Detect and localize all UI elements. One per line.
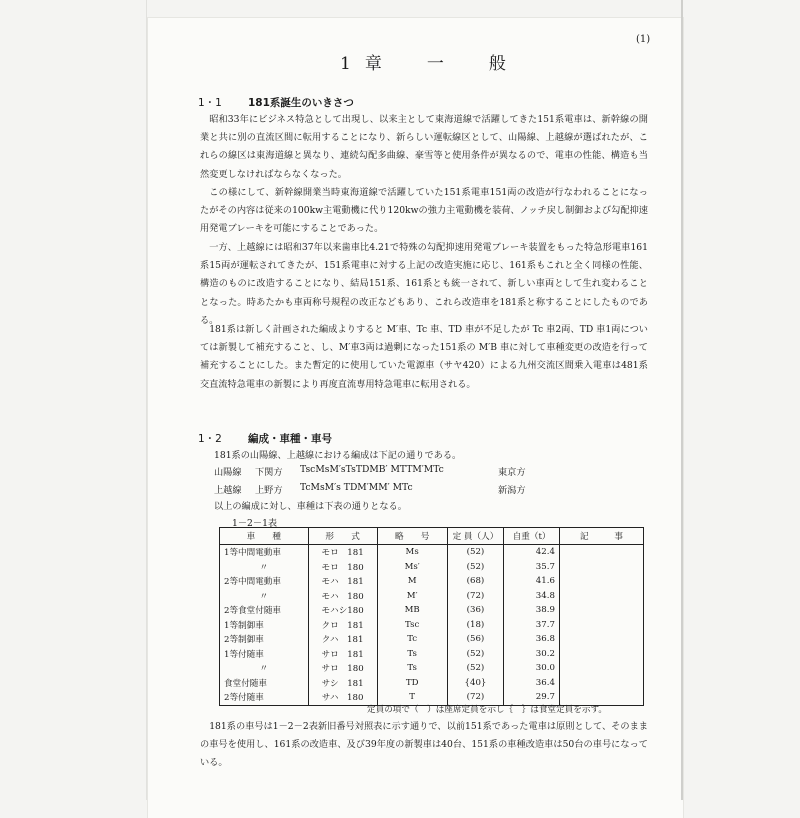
paragraph-2: この様にして、新幹線開業当時東海道線で活躍していた151系電車151両の改造が行なわれることになったがその内容は従来の100kw主電動機に代り120kwの強力主電動機を装荷、ノッチ戻し制御および勾配抑速用発電ブレーキを可能にすることであった。 bbox=[200, 187, 648, 235]
abbr-cell: Ms′ bbox=[377, 560, 447, 575]
model-cell: サロ 181 bbox=[308, 647, 377, 662]
section-heading-1-2 bbox=[198, 431, 332, 446]
abbr-cell: Ts bbox=[377, 647, 447, 662]
col-header: 形 式 bbox=[308, 528, 377, 545]
formation-to: 新潟方 bbox=[498, 485, 526, 496]
section-number: 1・2 bbox=[198, 433, 222, 445]
capacity-cell: (36) bbox=[447, 603, 504, 618]
table-row bbox=[220, 618, 644, 633]
abbr-cell: Ts bbox=[377, 661, 447, 676]
weight-cell: 41.6 bbox=[504, 574, 560, 589]
formation-cars: TscMsM′sTsTDMB′ MTTM′MTc bbox=[300, 464, 444, 475]
weight-cell: 30.0 bbox=[504, 661, 560, 676]
car-type-cell: 〃 bbox=[220, 560, 309, 575]
table-row bbox=[220, 661, 644, 676]
abbr-cell: MB bbox=[377, 603, 447, 618]
model-cell: モロ 181 bbox=[308, 545, 377, 560]
car-type-cell: 〃 bbox=[220, 661, 309, 676]
remarks-cell bbox=[559, 545, 643, 560]
model-cell: サシ 181 bbox=[308, 676, 377, 691]
car-type-cell: 2等中間電動車 bbox=[220, 574, 309, 589]
capacity-cell: (18) bbox=[447, 618, 504, 633]
capacity-cell: (52) bbox=[447, 560, 504, 575]
formation-cars: TcMsM′s TDM′MM′ MTc bbox=[300, 482, 413, 493]
model-cell: モロ 180 bbox=[308, 560, 377, 575]
weight-cell: 38.9 bbox=[504, 603, 560, 618]
weight-cell: 35.7 bbox=[504, 560, 560, 575]
capacity-cell: (52) bbox=[447, 647, 504, 662]
table-row bbox=[220, 603, 644, 618]
table-note: 定員の項で（ ）は座席定員を示し｛ ｝は食堂定員を示す。 bbox=[367, 705, 607, 715]
table-header-row bbox=[220, 528, 644, 545]
formation-line-name: 山陽線 bbox=[214, 467, 242, 478]
model-cell: モハ 180 bbox=[308, 589, 377, 604]
car-type-cell: 2等食堂付随車 bbox=[220, 603, 309, 618]
abbr-cell: M′ bbox=[377, 589, 447, 604]
col-header: 車 種 bbox=[220, 528, 309, 545]
page-edge-right bbox=[681, 0, 683, 800]
car-type-cell: 2等付随車 bbox=[220, 690, 309, 705]
abbr-cell: Ms bbox=[377, 545, 447, 560]
table-label: 1－2－1表 bbox=[232, 518, 278, 529]
car-type-cell: 〃 bbox=[220, 589, 309, 604]
remarks-cell bbox=[559, 603, 643, 618]
abbr-cell: TD bbox=[377, 676, 447, 691]
car-type-cell: 1等中間電動車 bbox=[220, 545, 309, 560]
capacity-cell: (68) bbox=[447, 574, 504, 589]
section-title: 編成・車種・車号 bbox=[248, 433, 332, 445]
car-type-cell: 2等制御車 bbox=[220, 632, 309, 647]
capacity-cell: (72) bbox=[447, 589, 504, 604]
model-cell: クロ 181 bbox=[308, 618, 377, 633]
remarks-cell bbox=[559, 647, 643, 662]
capacity-cell: (52) bbox=[447, 661, 504, 676]
capacity-cell: (72) bbox=[447, 690, 504, 705]
paragraph-3: 一方、上越線には昭和37年以来歯車比4.21で特殊の勾配抑速用発電ブレーキ装置をもった特急形電車161系15両が運転されてきたが、151系電車に対する上記の改造実施に応じ、161系もこれと全く同様の性能、構造のものに改造することになり、結局151系、161系とも統一されて、新しい車両として生れ変わることとなった。時あたかも車両称号規程の改正などもあり、これら改造車を181系と称することにしたものである。 bbox=[200, 242, 648, 326]
weight-cell: 36.4 bbox=[504, 676, 560, 691]
col-header: 記 事 bbox=[559, 528, 643, 545]
car-type-cell: 1等制御車 bbox=[220, 618, 309, 633]
section-title: 181系誕生のいきさつ bbox=[248, 97, 354, 109]
section-heading-1-1 bbox=[198, 95, 354, 110]
model-cell: モハ 181 bbox=[308, 574, 377, 589]
table-row bbox=[220, 632, 644, 647]
table-row bbox=[220, 647, 644, 662]
page-number: (1) bbox=[636, 34, 651, 45]
paragraph-4: 181系は新しく計画された編成よりすると M′車、Tc 車、TD 車が不足したが Tc 車2両、TD 車1両については新製して補充すること、し、M′車3両は過剰になった151系の M′B 車に対して車種変更の改造を行って補充することにした。また暫定的に使用していた電源車（サヤ420）による九州交流区間乗入電車は481系交直流特急電車の新製により再度直流専用特急電車に転用される。 bbox=[200, 324, 648, 390]
table-row bbox=[220, 545, 644, 560]
chapter-title: 1章 一 般 bbox=[340, 54, 520, 74]
model-cell: サロ 180 bbox=[308, 661, 377, 676]
weight-cell: 34.8 bbox=[504, 589, 560, 604]
formation-intro: 181系の山陽線、上越線における編成は下記の通りである。 bbox=[214, 450, 462, 461]
remarks-cell bbox=[559, 676, 643, 691]
table-row bbox=[220, 560, 644, 575]
section-number: 1・1 bbox=[198, 97, 222, 109]
capacity-cell: (56) bbox=[447, 632, 504, 647]
remarks-cell bbox=[559, 661, 643, 676]
formation-from: 上野方 bbox=[255, 485, 283, 496]
remarks-cell bbox=[559, 574, 643, 589]
car-type-cell: 1等付随車 bbox=[220, 647, 309, 662]
weight-cell: 42.4 bbox=[504, 545, 560, 560]
formation-line-name: 上越線 bbox=[214, 485, 242, 496]
capacity-cell: {40} bbox=[447, 676, 504, 691]
table-row bbox=[220, 574, 644, 589]
weight-cell: 37.7 bbox=[504, 618, 560, 633]
formation-from: 下関方 bbox=[255, 467, 283, 478]
table-intro: 以上の編成に対し、車種は下表の通りとなる。 bbox=[214, 501, 407, 512]
car-type-cell: 食堂付随車 bbox=[220, 676, 309, 691]
remarks-cell bbox=[559, 560, 643, 575]
model-cell: クハ 181 bbox=[308, 632, 377, 647]
capacity-cell: (52) bbox=[447, 545, 504, 560]
abbr-cell: M bbox=[377, 574, 447, 589]
remarks-cell bbox=[559, 632, 643, 647]
abbr-cell: Tsc bbox=[377, 618, 447, 633]
table-row bbox=[220, 676, 644, 691]
car-type-table bbox=[219, 527, 644, 706]
page-edge-left bbox=[146, 0, 147, 800]
weight-cell: 30.2 bbox=[504, 647, 560, 662]
model-cell: モハシ180 bbox=[308, 603, 377, 618]
paragraph-1: 昭和33年にビジネス特急として出現し、以来主として東海道線で活躍してきた151系電車は、新幹線の開業と共に別の直流区間に転用することになり、新らしい運転線区として、山陽線、上越線が選ばれたが、これらの線区は東海道線と異なり、連続勾配多曲線、豪雪等と使用条件が異なるので、電車の性能、構造も当然変更しなければならなくなった。 bbox=[200, 114, 648, 180]
col-header: 定 員（人） bbox=[447, 528, 504, 545]
remarks-cell bbox=[559, 589, 643, 604]
model-cell: サハ 180 bbox=[308, 690, 377, 705]
remarks-cell bbox=[559, 618, 643, 633]
abbr-cell: T bbox=[377, 690, 447, 705]
weight-cell: 36.8 bbox=[504, 632, 560, 647]
col-header: 略 号 bbox=[377, 528, 447, 545]
col-header: 自重（t） bbox=[504, 528, 560, 545]
weight-cell: 29.7 bbox=[504, 690, 560, 705]
abbr-cell: Tc bbox=[377, 632, 447, 647]
table-row bbox=[220, 589, 644, 604]
closing-paragraph: 181系の車号は1－2－2表新旧番号対照表に示す通りで、以前151系であった電車は原則として、そのままの車号を使用し、161系の改造車、及び39年度の新製車は40台、151系の車種改造車は50台の車号になっている。 bbox=[200, 721, 648, 769]
formation-to: 東京方 bbox=[498, 467, 526, 478]
